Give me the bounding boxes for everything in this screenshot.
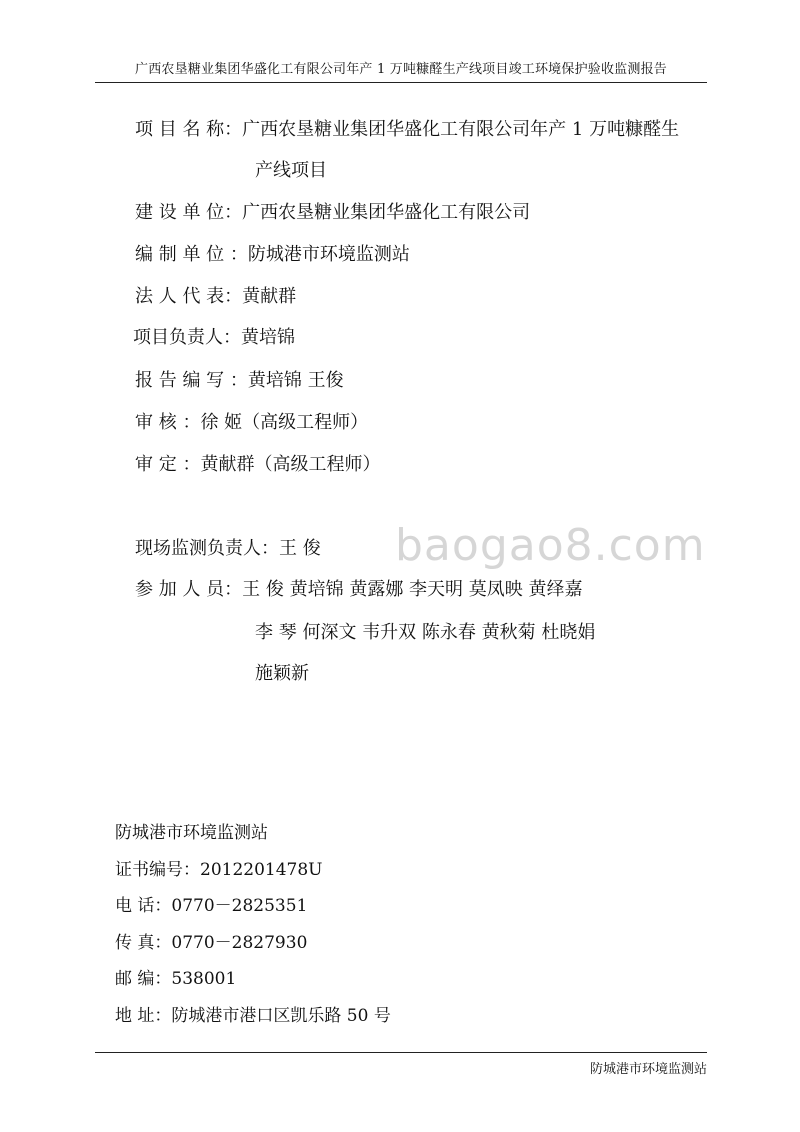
builder-row (135, 198, 530, 224)
legal-rep-value: 黄献群 (242, 286, 297, 307)
site-lead-row (135, 534, 321, 560)
site-lead-label: 现场监测负责人： (135, 538, 279, 559)
header-divider (95, 82, 707, 83)
reviewer-value: 徐 姬（高级工程师） (200, 412, 369, 433)
project-name-value-cont: 产线项目 (255, 160, 327, 181)
members-label: 参 加 人 员： (135, 579, 243, 600)
project-name-row (135, 115, 679, 141)
members-line-3: 施颖新 (255, 663, 309, 684)
report-writer-value: 黄培锦 王俊 (247, 370, 344, 391)
site-lead-value: 王 俊 (279, 538, 321, 559)
project-manager-label: 项目负责人： (133, 327, 241, 348)
members-row (135, 575, 583, 601)
members-line-1: 王 俊 黄培锦 黄露娜 李天明 莫凤映 黄绎嘉 (242, 579, 583, 600)
page-header: 广西农垦糖业集团华盛化工有限公司年产 1 万吨糠醛生产线项目竣工环境保护验收监测报告 (135, 62, 667, 77)
legal-rep-label: 法 人 代 表： (135, 286, 243, 307)
project-manager-row (133, 323, 295, 349)
legal-rep-row (135, 282, 296, 308)
report-writer-label: 报 告 编 写 ： (135, 370, 248, 391)
compiler-value: 防城港市环境监测站 (247, 244, 410, 265)
contact-fax: 传 真：0770－2827930 (115, 933, 308, 953)
members-line-2: 李 琴 何深文 韦升双 陈永春 黄秋菊 杜晓娟 (255, 622, 596, 643)
contact-phone: 电 话：0770－2825351 (115, 896, 308, 916)
report-writer-row (135, 366, 344, 392)
builder-label: 建 设 单 位： (135, 202, 243, 223)
page-footer: 防城港市环境监测站 (589, 1062, 707, 1077)
approver-row (135, 450, 380, 476)
watermark: baogao8.com (395, 520, 706, 571)
reviewer-row (135, 408, 368, 434)
contact-postcode: 邮 编：538001 (115, 969, 237, 989)
compiler-row (135, 240, 410, 266)
compiler-label: 编 制 单 位 ： (135, 244, 248, 265)
builder-value: 广西农垦糖业集团华盛化工有限公司 (242, 202, 531, 223)
project-name-value: 广西农垦糖业集团华盛化工有限公司年产 1 万吨糠醛生 (242, 119, 680, 140)
project-name-label: 项 目 名 称： (135, 119, 243, 140)
footer-divider (95, 1052, 707, 1053)
contact-address: 地 址：防城港市港口区凯乐路 50 号 (115, 1006, 391, 1026)
project-manager-value: 黄培锦 (241, 327, 295, 348)
contact-cert: 证书编号：2012201478U (115, 860, 323, 880)
approver-label: 审 定 ： (135, 454, 201, 475)
contact-org: 防城港市环境监测站 (115, 823, 268, 843)
reviewer-label: 审 核 ： (135, 412, 201, 433)
approver-value: 黄献群（高级工程师） (200, 454, 381, 475)
